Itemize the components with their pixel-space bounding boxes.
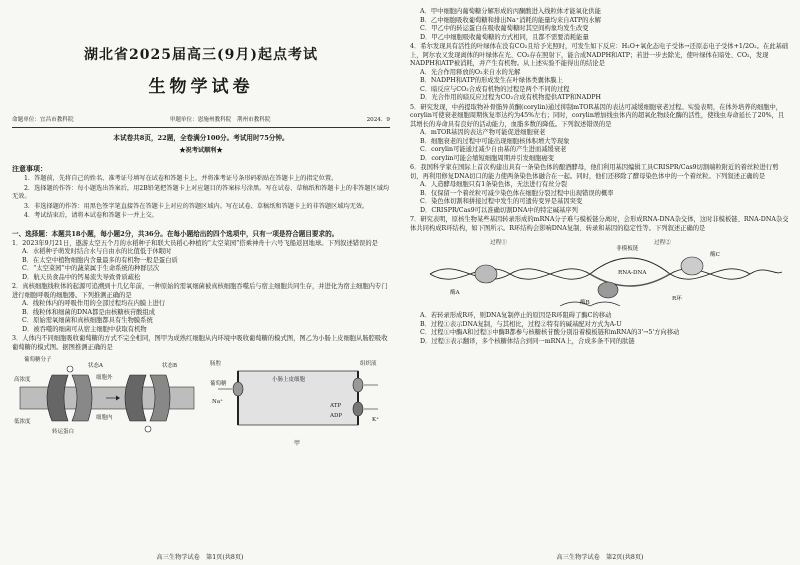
q5-option-d: D．corylin可能会缩短细胞周期并引发细胞癌变 <box>420 154 555 162</box>
q1-option-a: A．水稻种子萌发时结合水与自由水的比值低于休眠时 <box>22 248 172 256</box>
q1-option-d: D．航天员食品中的钙易流失导致骨质疏松 <box>22 273 141 281</box>
atp-label: ATP <box>330 403 342 410</box>
question-5-stem: 5．研究发现，中药提取物补骨脂异黄酮(corylin)通过抑制mTOR基因的表达可减缓细胞衰老过程。实验表明，在体外培养的细胞中，corylin可使衰老细胞周期恢复率达约为45%左右；同时，corylin增加线虫体内的超氧化物歧化酶的活性，使线虫寿命延长了20%，且其增长的寿命具有良好的活动能力，血脂多数的降低。下列叙述错误的是 <box>410 103 785 128</box>
q3-option-d: D．甲乙中细胞吸收葡萄糖的方式相同，且都不需要消耗能量 <box>420 33 589 41</box>
q4-option-d: D．光合作用的暗反应过程为CO₂合成有机物提供ATP和NADPH <box>420 94 601 101</box>
hybrid-label: RNA-DNA <box>618 270 647 276</box>
exam-page-2 <box>400 0 800 565</box>
exam-meta <box>12 115 390 128</box>
enzyme-b-label: 酶B <box>580 300 590 306</box>
q6-option-a: A．人造酵母细胞只有1条染色体，无法进行有丝分裂 <box>420 181 568 188</box>
q3-option-a: A．甲中细胞内葡萄糖分解形成的丙酮酸进入线粒体才能氧化供能 <box>420 8 601 15</box>
question-7-stem: 7．研究表明，原核生物某些基因转录形成的mRNA分子难与模板链分离时，会形成RNA-DNA杂交体，这时非模板链、RNA-DNA杂交体共同构成R环结构，如下图所示。R环结构会影响DNA复制、转录和基因的稳定性等。下列叙述正确的是 <box>410 216 789 232</box>
reviewer: 审题单位：恩施州教科院 荆州市教科院 <box>169 117 271 123</box>
attention-item: 3．非选择题的作答：用黑色签字笔直接答在答题卡上对应的答题区域内。写在试卷、草稿纸和答题卡上的非答题区域均无效。 <box>24 202 369 210</box>
k-label: K⁺ <box>372 417 380 424</box>
q6-option-b: B．仅保留一个着丝粒可减少染色体在细胞分裂过程中出现错误的概率 <box>420 189 614 197</box>
good-luck: ★祝考试顺利★ <box>179 147 223 154</box>
epithelial-label: 小肠上皮细胞 <box>272 377 306 384</box>
q5-option-c: C．corylin可能通过减少自由基的产生进而减缓衰老 <box>420 146 567 153</box>
glucose-label-lumen: 葡萄糖 <box>210 381 227 388</box>
low-concentration-label: 低浓度 <box>14 419 31 426</box>
setter: 命题单位：宜昌市教科院 <box>12 117 74 123</box>
q3-option-b: B．乙中细胞吸收葡萄糖和排出Na⁺消耗的能量均来自ATP的水解 <box>420 16 601 24</box>
q7-option-c: C．过程①中酶A和过程③中酶B都参与核糖核苷酸分别沿着模板链和mRNA的3'→5'方向移动 <box>420 329 680 336</box>
attention-heading: 注意事项： <box>12 164 47 173</box>
q7-option-a: A．若转录形成R环，则DNA复制停止的原因是R环阻碍了酶C的移动 <box>420 312 612 319</box>
enzyme-a-label: 酶A <box>450 290 460 296</box>
q1-option-c: C．“太空菜园”中的蔬菜属于生命系统的种群层次 <box>22 265 160 273</box>
q5-option-b: B．细胞衰老的过程中可能出现细胞核体积增大等现象 <box>420 137 570 145</box>
enzyme-c-label: 酶C <box>710 252 720 258</box>
q5-option-a: A．mTOR基因的表达产物可能促进细胞衰老 <box>420 129 546 136</box>
high-concentration-label: 高浓度 <box>14 377 31 384</box>
attention-item: 2．选择题的作答：每小题选出答案后，用2B铅笔把答题卡上对应题目的答案标号涂黑。写在试卷、草稿纸和答题卡上的非答题区域均无效。 <box>12 184 390 201</box>
figure-r-loop-drawing <box>410 236 790 312</box>
q4-option-b: B．NADPH和ATP的形成发生在叶绿体类囊体膜上 <box>420 77 563 84</box>
lumen-label: 肠腔 <box>210 361 222 368</box>
attention-item: 1．答题前，先将自己的姓名、准考证号填写在试卷和答题卡上，并将准考证号条形码粘贴在答题卡上的指定位置。 <box>24 175 338 182</box>
q2-option-a: A．线粒体内的呼吸作用的全部过程均在内膜上进行 <box>22 300 166 308</box>
exam-date: 2024．9 <box>366 117 390 123</box>
q7-option-d: D．过程③表示翻译，多个核糖体结合到同一mRNA上，合成多条不同的肽链 <box>420 337 635 345</box>
figure-q3 <box>12 355 390 447</box>
figure-r-loop <box>410 236 790 312</box>
q7-option-b: B．过程①表示DNA复制，与其相比，过程②特有的碱基配对方式为A-U <box>420 320 622 328</box>
state-b-label: 状态B <box>162 363 178 370</box>
adp-label: ADP <box>330 413 343 420</box>
question-1-stem: 1．2023年9月21日，遨游太空五个月的水稻种子和联大员稻心种植的“太空菜园”搭乘神舟十六号飞船返回地球。下列叙述错误的是 <box>12 239 378 247</box>
q6-option-d: D．CRISPR/Cas9可以准确切割DNA中的特定碱基序列 <box>420 206 578 214</box>
q4-option-c: C．暗反应与CO₂合成有机物的过程是两个不同的过程 <box>420 85 570 93</box>
q3-option-c: C．甲乙中的转运蛋白在吸收葡萄糖时其空间构象均发生改变 <box>420 25 589 32</box>
nontemplate-label: 非模板链 <box>616 246 639 252</box>
state-a-label: 状态A <box>88 363 103 370</box>
process-2-label: 过程② <box>654 240 671 246</box>
attention-item: 4．考试结束后，请将本试卷和答题卡一并上交。 <box>24 212 158 220</box>
q6-option-c: C．染色体切割和拼接过程中发生的可遗传变异是基因突变 <box>420 198 583 205</box>
outside-label: 细胞外 <box>96 375 113 382</box>
glucose-label: 葡萄糖分子 <box>24 357 52 364</box>
exam-title: 湖北省2025届高三(9月)起点考试 <box>84 47 318 63</box>
question-3-stem: 3．人体内不同细胞吸收葡萄糖的方式不完全相同，图甲为成熟红细胞从内环境中吸收葡萄糖的模式图，图乙为小肠上皮细胞从肠腔吸收葡萄糖的模式图。据图推测正确的是 <box>12 335 388 351</box>
q2-option-b: B．线粒体和细菌的DNA都是由核糖核苷酸组成 <box>22 308 156 316</box>
section-heading: 一、选择题：本题共18小题，每小题2分，共36分。在每小题给出的四个选项中，只有一项是符合题目要求的。 <box>12 229 339 238</box>
carrier-label: 转运蛋白 <box>52 429 75 436</box>
na-label-lumen: Na⁺ <box>212 399 223 406</box>
inside-label: 细胞内 <box>96 415 113 422</box>
q4-option-a: A．光合作用释放的O₂来自水的光解 <box>420 68 521 76</box>
q1-option-b: B．在太空中植物细胞内含量最多的有机物一般是蛋白质 <box>22 256 178 264</box>
figure-jia-caption: 甲 <box>293 440 300 448</box>
page-footer-right: 高三生物学试卷 第2页(共8页) <box>556 554 644 561</box>
r-loop-label: R环 <box>672 296 682 302</box>
question-6-stem: 6．我国科学家在国际上首次构建出具有一条染色体的酿酒酵母，他们利用基因编辑工具CRISPR/Cas9切割端粒附近的着丝粒进行剪切，再利用修复DNA切口的能力使两条染色体融合在一起。同时，他们还移除了酵母染色体中的一个着丝粒。下列叙述正确的是 <box>410 164 779 180</box>
q2-option-c: C．原始需氧细菌和真核细胞都具有生物膜系统 <box>22 317 153 325</box>
subject-title: 生物学试卷 <box>148 77 254 97</box>
figure-yi <box>208 355 388 447</box>
q2-option-d: D．被吞噬的细菌可从宿主细胞中获取有机物 <box>22 325 147 333</box>
question-2-stem: 2．真核细胞线粒体的起源可追溯到十几亿年前，一种原始的需氧细菌被真核细胞吞噬后与宿主细胞共同生存，并进化为宿主细胞内专门进行细胞呼吸的细胞器。下列推测正确的是 <box>12 283 388 299</box>
page-footer-left: 高三生物学试卷 第1页(共8页) <box>156 554 244 561</box>
figure-yi-drawing <box>208 355 388 447</box>
exam-info: 本试卷共8页，22题，全卷满分100分。考试用时75分钟。 <box>113 134 289 142</box>
process-1-label: 过程① <box>490 240 507 246</box>
tissue-fluid-label: 组织液 <box>360 361 377 368</box>
question-4-stem: 4．希尔发现具有活性的叶绿体在没有CO₂且给予光照时，可发生如下反应：H₂O+氧化态电子受体→还原态电子受体+1/2O₂。在此基础上，阿尔农又发现离体的叶绿体在光、CO₂存在照射下，能合成NADPH和ATP；若进一步去除光，使叶绿体在暗处、CO₂，发现NADPH和ATP被消耗，并产生有机物。从上述实验不能得出的结论是 <box>410 43 789 67</box>
